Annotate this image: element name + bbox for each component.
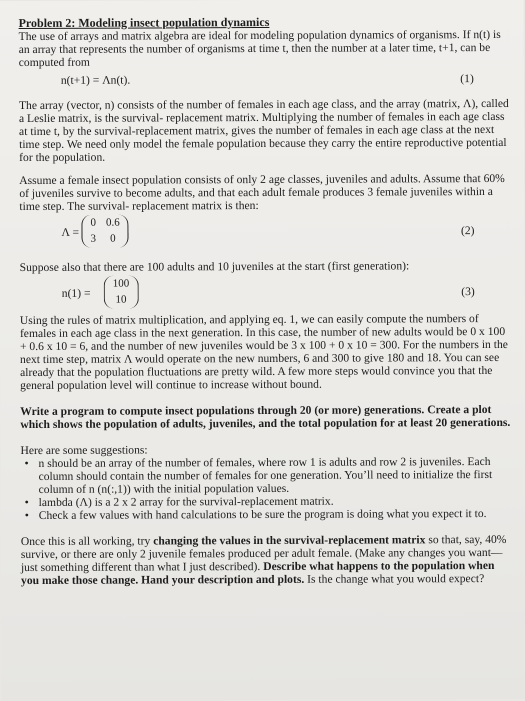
intro-paragraph: The use of arrays and matrix algebra are ideal for modeling population dynamics of organisms. If n(t) is an array that represents the number of organisms at time t, then the number at a later time, t+1, can be computed from [18, 27, 501, 70]
closing-text: Once this is all working, try [20, 534, 154, 549]
initial-population-paragraph: Suppose also that there are 100 adults and 10 juveniles at the start (first generation): [19, 259, 410, 275]
equation-2 [19, 211, 512, 253]
closing-text: Is the change what you would expect? [304, 572, 485, 586]
equation-1 [19, 67, 512, 91]
assumption-paragraph: Assume a female insect population consists of only 2 age classes, juveniles and adults. Assume that 60% of juveniles survive to become adults, and that each adult female produces 3 female juveniles within a time step. The survival- replacement matrix is then: [19, 171, 505, 214]
closing-emphasis: changing the values in the survival-replacement matrix [153, 533, 426, 548]
task-paragraph: Write a program to compute insect populations through 20 (or more) generations. Create a plot which shows the population of adults, juveniles, and the total population for at least 20 generations. [20, 403, 511, 432]
matrix-cell: 3 [90, 232, 97, 245]
suggestions-heading: Here are some suggestions: [20, 443, 148, 458]
matrix-cell: 0.6 [105, 216, 120, 229]
matrix-cell: 0 [90, 216, 96, 229]
equation-2-number: (2) [460, 224, 475, 238]
equation-1-text: n(t+1) = Λn(t). [60, 73, 131, 87]
vector-cell: 100 [112, 277, 130, 290]
closing-paragraph [21, 533, 514, 587]
list-item: • n should be an array of the number of females, where row 1 is adults and row 2 is juveniles. Each column should contain the number of females for one generation. You’ll need to initialize the first column of n (n(:,1)) with the initial population values. [38, 455, 513, 496]
equation-3-number: (3) [461, 285, 475, 299]
equation-3 [20, 272, 513, 314]
leslie-paragraph: The array (vector, n) consists of the number of females in each age class, and the array (matrix, Λ), called a Leslie matrix, is the survival- replacement matrix. Multiplying the number of females in each age class at time t, by the survival-replacement matrix, gives the number of females in each age class at the next time step. We need only model the female population because they carry the entire reproductive potential for the population. [18, 96, 509, 165]
equation-2-lhs: Λ = [61, 225, 80, 239]
list-item: • lambda (Λ) is a 2 x 2 array for the survival-replacement matrix. [39, 494, 514, 509]
equation-1-number: (1) [460, 72, 474, 86]
closing-emphasis: Describe what happens to the population when you make those change. Hand your description and plots. [20, 558, 495, 588]
list-item: • Check a few values with hand calculations to be sure the program is doing what you expect it to. [39, 507, 514, 522]
suggestions-list [20, 455, 513, 522]
problem-title: Problem 2: Modeling insect population dynamics [18, 14, 270, 31]
equation-3-lhs: n(1) = [61, 286, 91, 300]
leslie-matrix [81, 215, 128, 248]
vector-cell: 10 [115, 293, 127, 306]
matrix-cell: 0 [110, 232, 116, 245]
closing-text: so that, say, 40% survive, or there are only 2 juvenile females produced per adult female. (Make any changes you want—just something different than what I just described). [20, 532, 507, 575]
initial-vector [104, 276, 139, 309]
computation-paragraph: Using the rules of matrix multiplication, and applying eq. 1, we can easily compute the numbers of females in each age class in the next generation. In this case, the number of new adults would be 0 x 100 + 0.6 x 10 = 6, and the number of new juveniles would be 3 x 100 + 0 x 10 = 300. For the numbers in the next time step, matrix Λ would operate on the new numbers, 6 and 300 to give 180 and 18. You can see already that the population fluctuations are pretty wild. A few more steps would convince you that the general population level will continue to increase without bound. [19, 312, 508, 393]
